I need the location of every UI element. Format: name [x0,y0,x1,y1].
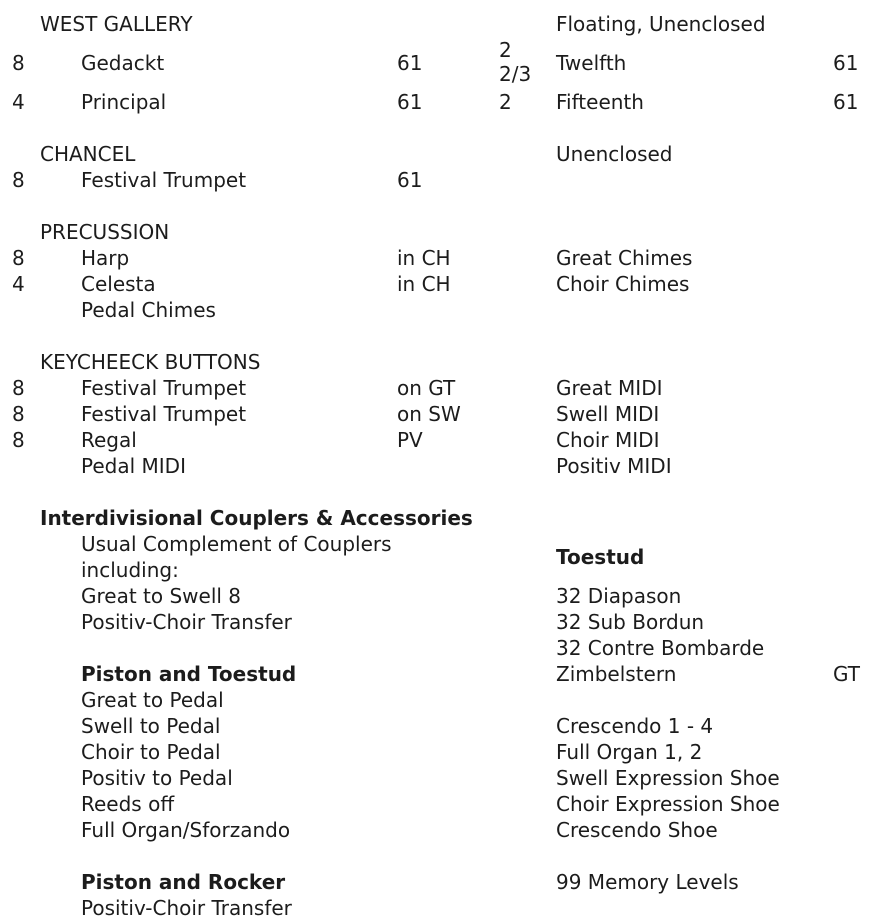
list-item: Reeds off [81,792,175,816]
list-item: Crescendo 1 - 4 [556,714,714,738]
pipe-count: 61 [397,168,423,192]
list-item: Full Organ/Sforzando [81,818,291,842]
list-item: Swell to Pedal [81,714,221,738]
right-item: Choir Chimes [556,272,690,296]
toestud-heading: Toestud [556,545,645,569]
footage: 2 [499,90,512,114]
footage: 8 [12,428,25,452]
footage: 4 [12,90,25,114]
footage: 8 [12,168,25,192]
location: in CH [397,272,451,296]
list-item: including: [81,558,179,582]
memory-levels: 99 Memory Levels [556,870,739,894]
stop-name: Pedal MIDI [81,454,186,478]
location: PV [397,428,423,452]
pipe-count: 61 [397,90,423,114]
stop-name: Harp [81,246,130,270]
list-item: 32 Contre Bombarde [556,636,765,660]
stop-name: Festival Trumpet [81,376,247,400]
piston-toestud-heading: Piston and Toestud [81,662,297,686]
right-item: Great MIDI [556,376,663,400]
location: on GT [397,376,456,400]
percussion-heading: PRECUSSION [40,220,170,244]
west-gallery-heading: WEST GALLERY [40,12,193,36]
list-item: Zimbelstern [556,662,677,686]
stop-name: Festival Trumpet [81,168,247,192]
right-item: Choir MIDI [556,428,660,452]
chancel-heading: CHANCEL [40,142,136,166]
right-item: Great Chimes [556,246,693,270]
pipe-count: 61 [397,51,423,75]
right-item: Positiv MIDI [556,454,672,478]
location: on SW [397,402,461,426]
stop-name: Twelfth [556,51,627,75]
list-item: Swell Expression Shoe [556,766,780,790]
footage-fraction [499,38,531,86]
list-item: Positiv to Pedal [81,766,233,790]
keycheek-heading: KEYCHEECK BUTTONS [40,350,261,374]
stop-name: Gedackt [81,51,165,75]
stop-name: Pedal Chimes [81,298,216,322]
list-item: Positiv-Choir Transfer [81,610,292,634]
list-item: Usual Complement of Couplers [81,532,392,556]
right-item: Swell MIDI [556,402,660,426]
footage: 8 [12,402,25,426]
unenclosed-heading: Unenclosed [556,142,673,166]
list-item: Choir Expression Shoe [556,792,780,816]
stop-name: Festival Trumpet [81,402,247,426]
location: GT [833,662,861,686]
stop-name: Celesta [81,272,156,296]
footage: 8 [12,376,25,400]
location: in CH [397,246,451,270]
couplers-heading: Interdivisional Couplers & Accessories [40,506,473,530]
list-item: Great to Pedal [81,688,224,712]
footage-fraction-whole: 2 [499,38,512,62]
footage-fraction-part: 2/3 [499,62,532,86]
list-item: Positiv-Choir Transfer [81,896,292,920]
footage: 8 [12,51,25,75]
list-item: Crescendo Shoe [556,818,718,842]
stop-name: Regal [81,428,137,452]
stop-name: Fifteenth [556,90,644,114]
pipe-count: 61 [833,90,859,114]
piston-rocker-heading: Piston and Rocker [81,870,286,894]
list-item: 32 Diapason [556,584,682,608]
pipe-count: 61 [833,51,859,75]
list-item: Full Organ 1, 2 [556,740,703,764]
list-item: Great to Swell 8 [81,584,242,608]
list-item: Choir to Pedal [81,740,221,764]
stop-name: Principal [81,90,167,114]
footage: 8 [12,246,25,270]
floating-unenclosed-heading: Floating, Unenclosed [556,12,766,36]
footage: 4 [12,272,25,296]
list-item: 32 Sub Bordun [556,610,705,634]
